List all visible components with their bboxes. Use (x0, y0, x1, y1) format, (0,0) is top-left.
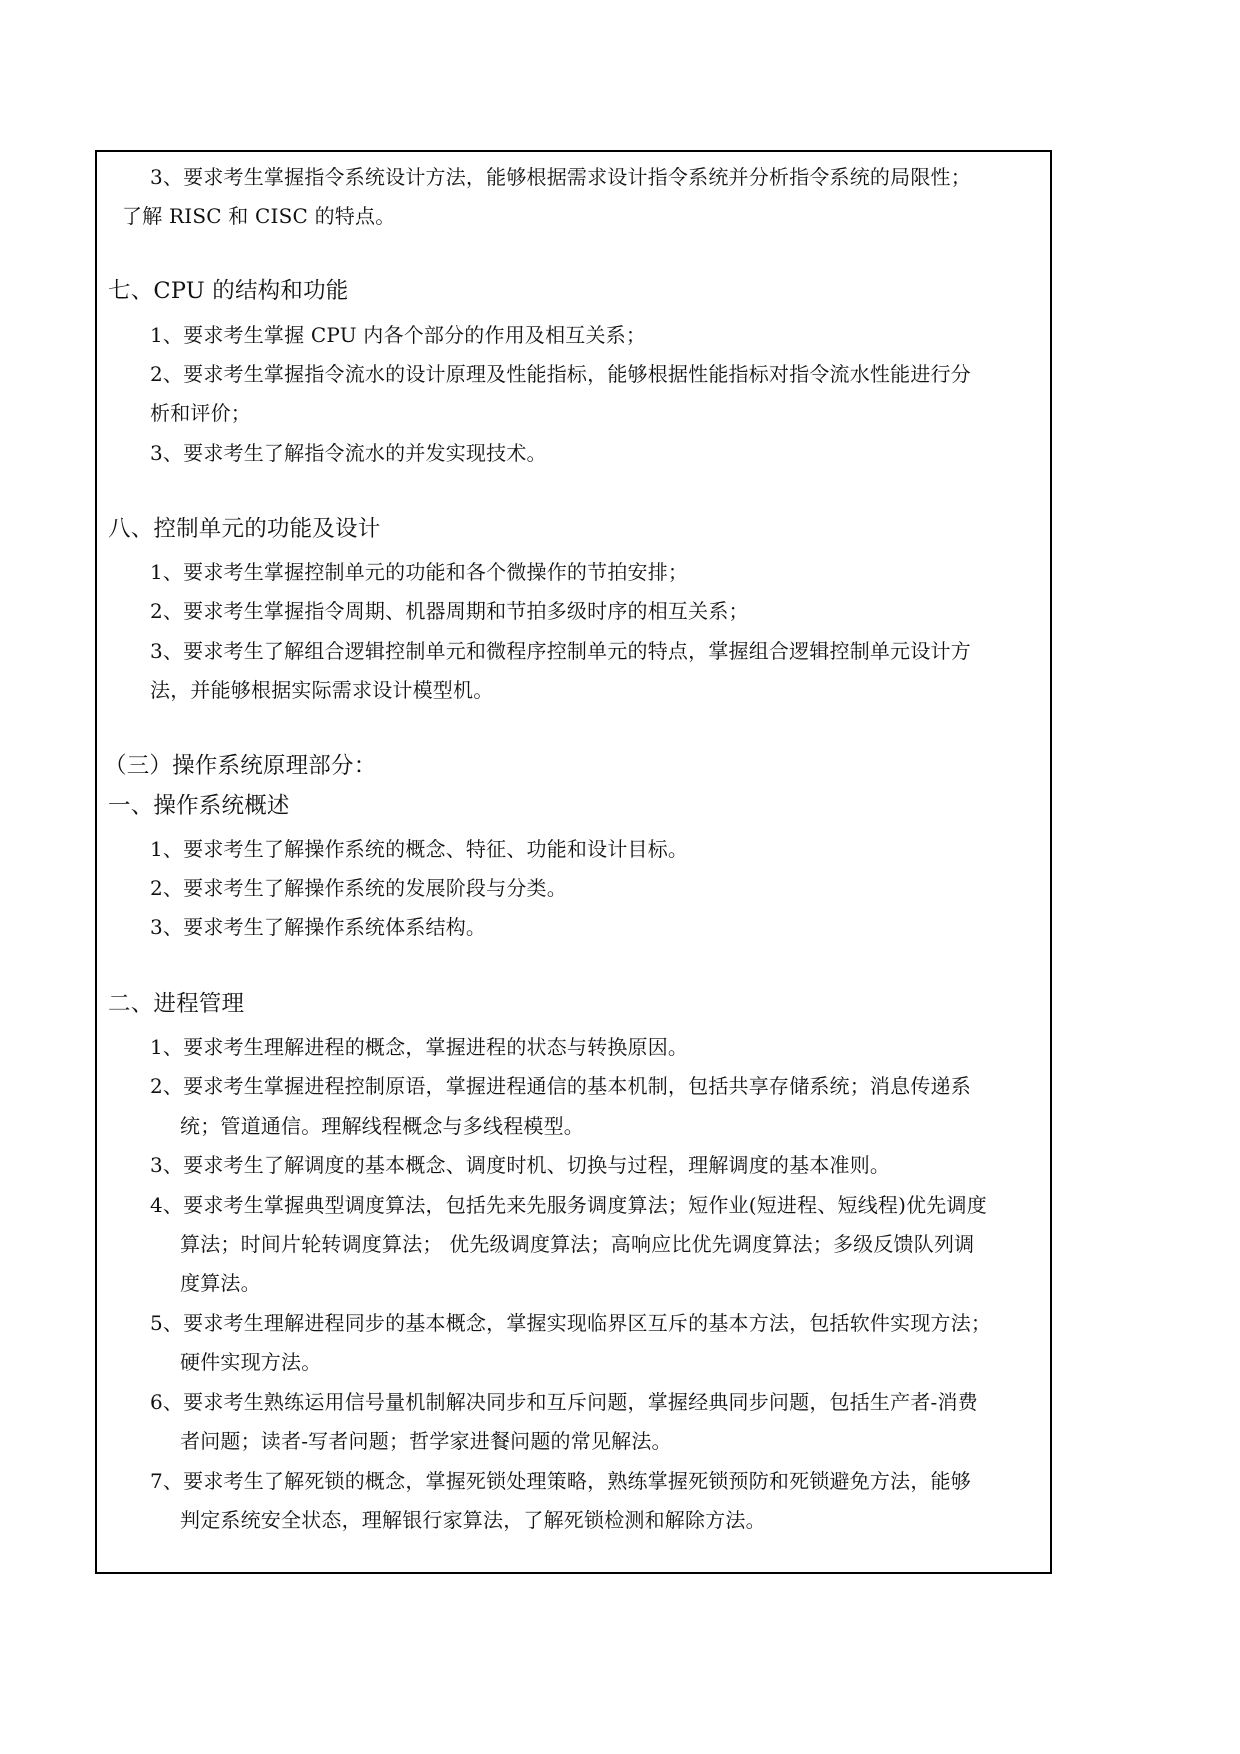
process-item5-line2: 硬件实现方法。 (180, 1350, 322, 1374)
os-overview-item2: 2、要求考生了解操作系统的发展阶段与分类。 (150, 876, 567, 900)
six-item3-line2: 了解 RISC 和 CISC 的特点。 (122, 204, 396, 228)
process-item6-line2: 者问题；读者-写者问题；哲学家进餐问题的常见解法。 (180, 1429, 672, 1453)
seven-item1: 1、要求考生掌握 CPU 内各个部分的作用及相互关系； (150, 323, 647, 347)
six-item3-line1: 3、要求考生掌握指令系统设计方法，能够根据需求设计指令系统并分析指令系统的局限性； (150, 165, 971, 189)
process-item3: 3、要求考生了解调度的基本概念、调度时机、切换与过程，理解调度的基本准则。 (150, 1153, 891, 1177)
process-item2-line1: 2、要求考生掌握进程控制原语，掌握进程通信的基本机制，包括共享存储系统；消息传递系 (150, 1074, 971, 1098)
eight-item3-line1: 3、要求考生了解组合逻辑控制单元和微程序控制单元的特点，掌握组合逻辑控制单元设计方 (150, 639, 971, 663)
process-mgmt-heading: 二、进程管理 (108, 991, 245, 1017)
process-item4-line2: 算法；时间片轮转调度算法； 优先级调度算法；高响应比优先调度算法；多级反馈队列调 (180, 1232, 975, 1256)
section-eight-heading: 八、控制单元的功能及设计 (108, 516, 381, 542)
eight-item1: 1、要求考生掌握控制单元的功能和各个微操作的节拍安排； (150, 560, 689, 584)
process-item7-line1: 7、要求考生了解死锁的概念，掌握死锁处理策略，熟练掌握死锁预防和死锁避免方法，能够 (150, 1469, 971, 1493)
seven-item2-line1: 2、要求考生掌握指令流水的设计原理及性能指标，能够根据性能指标对指令流水性能进行分 (150, 362, 971, 386)
process-item4-line1: 4、要求考生掌握典型调度算法，包括先来先服务调度算法；短作业(短进程、短线程)优先调度 (150, 1193, 987, 1217)
eight-item3-line2: 法，并能够根据实际需求设计模型机。 (150, 678, 494, 702)
seven-item3: 3、要求考生了解指令流水的并发实现技术。 (150, 441, 547, 465)
process-item7-line2: 判定系统安全状态，理解银行家算法，了解死锁检测和解除方法。 (180, 1508, 766, 1532)
section-seven-heading: 七、CPU 的结构和功能 (108, 278, 349, 304)
process-item4-line3: 度算法。 (180, 1271, 261, 1295)
process-item1: 1、要求考生理解进程的概念，掌握进程的状态与转换原因。 (150, 1035, 689, 1059)
process-item5-line1: 5、要求考生理解进程同步的基本概念，掌握实现临界区互斥的基本方法，包括软件实现方法； (150, 1311, 992, 1335)
os-overview-heading: 一、操作系统概述 (108, 793, 290, 819)
os-overview-item1: 1、要求考生了解操作系统的概念、特征、功能和设计目标。 (150, 837, 689, 861)
seven-item2-line2: 析和评价； (150, 401, 251, 425)
eight-item2: 2、要求考生掌握指令周期、机器周期和节拍多级时序的相互关系； (150, 599, 749, 623)
os-overview-item3: 3、要求考生了解操作系统体系结构。 (150, 915, 487, 939)
process-item6-line1: 6、要求考生熟练运用信号量机制解决同步和互斥问题，掌握经典同步问题，包括生产者-消费 (150, 1390, 978, 1414)
part3-title: （三）操作系统原理部分： (104, 753, 377, 779)
process-item2-line2: 统；管道通信。理解线程概念与多线程模型。 (180, 1114, 584, 1138)
